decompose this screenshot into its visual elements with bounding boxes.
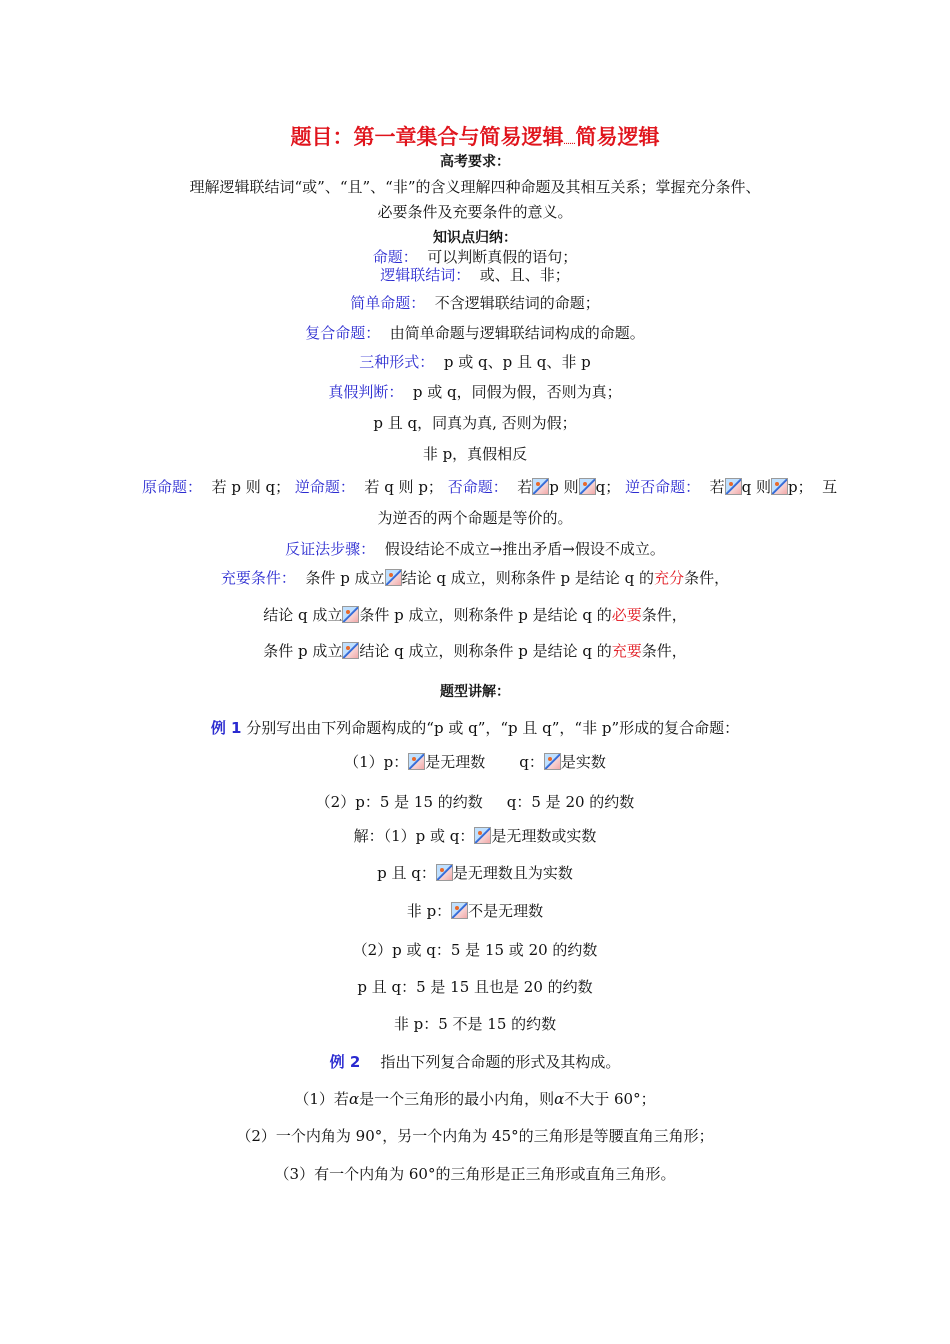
ex1-sol-or-a: 解：（1）p 或 q：	[353, 827, 475, 845]
formula-image-icon	[725, 478, 742, 495]
condition-term: 充要条件：	[220, 569, 296, 587]
necessary-sufficient-keyword: 充要	[611, 642, 642, 660]
condition-3-a: 条件 p 成立	[263, 642, 343, 660]
formula-image-icon	[474, 827, 491, 844]
ex1-sol-and-a: p 且 q：	[377, 864, 436, 882]
title-main: 题目：第一章集合与简易逻辑	[290, 125, 564, 149]
ex1-q1-q: q：	[519, 753, 544, 771]
ex1-q1-q-text: 是实数	[560, 753, 606, 771]
inverse-if: 若	[517, 478, 533, 496]
connective-term: 逻辑联结词：	[380, 266, 471, 284]
condition-2-b: 条件 p 成立，则称条件 p 是结论 q 的	[359, 606, 612, 624]
example-1-question-2	[0, 792, 950, 812]
requirements-line-2: 必要条件及充要条件的意义。	[377, 203, 573, 221]
example-1-solution-2-not: 非 p：5 不是 15 的约数	[393, 1015, 557, 1033]
requirements-line-1: 理解逻辑联结词“或”、“且”、“非”的含义理解四种命题及其相互关系；掌握充分条件、	[189, 178, 761, 196]
proposition-text: 可以判断真假的语句；	[427, 248, 578, 266]
formula-image-icon	[408, 753, 425, 770]
ex1-sol-and-b: 是无理数且为实数	[452, 864, 573, 882]
four-tail: 互	[822, 478, 838, 496]
ex2-q1-b: 是一个三角形的最小内角，则	[359, 1090, 555, 1108]
original-text: 若 p 则 q；	[211, 478, 291, 496]
four-propositions-line	[142, 477, 837, 497]
connective-line	[0, 265, 950, 285]
ex1-sol-not-b: 不是无理数	[468, 902, 544, 920]
example-2-label: 例 2	[329, 1053, 361, 1071]
ex1-sol-or-b: 是无理数或实数	[491, 827, 597, 845]
ex1-q2-q: q：5 是 20 的约数	[506, 793, 635, 811]
simple-line	[0, 293, 950, 313]
compound-term: 复合命题：	[305, 324, 381, 342]
contrapositive-end: p；	[788, 478, 813, 496]
example-1-text: 分别写出由下列命题构成的“p 或 q”，“p 且 q”，“非 p”形成的复合命题：	[246, 719, 740, 737]
example-2-question-3: （3）有一个内角为 60°的三角形是正三角形或直角三角形。	[274, 1165, 676, 1183]
inverse-end: q；	[595, 478, 621, 496]
sufficient-keyword: 充分	[654, 569, 685, 587]
knowledge-heading: 知识点归纳：	[433, 230, 517, 246]
example-2-text: 指出下列复合命题的形式及其构成。	[380, 1053, 621, 1071]
ex2-q1-c: 不大于 60°；	[564, 1090, 656, 1108]
condition-1-b: 结论 q 成立，则称条件 p 是结论 q 的	[401, 569, 655, 587]
truth-line-3: 非 p，真假相反	[422, 445, 528, 463]
truth-line-2: p 且 q，同真为真, 否则为假；	[373, 414, 577, 432]
arrow-image-icon	[385, 569, 402, 586]
example-2-prompt	[0, 1052, 950, 1072]
formula-image-icon	[436, 864, 453, 881]
example-1-solution-not	[0, 901, 950, 921]
ex1-sol-not-a: 非 p：	[406, 902, 452, 920]
proposition-line	[0, 247, 950, 267]
alpha-symbol: α	[348, 1090, 360, 1108]
example-1-question-1	[0, 752, 950, 772]
condition-line-2	[0, 605, 950, 625]
compound-line	[0, 323, 950, 343]
forms-term: 三种形式：	[359, 353, 435, 371]
truth-line-1	[0, 382, 950, 402]
contradiction-term: 反证法步骤：	[285, 540, 376, 558]
example-1-solution-2-and: p 且 q：5 是 15 且也是 20 的约数	[357, 978, 593, 996]
condition-1-c: 条件，	[684, 569, 730, 587]
contrapositive-if: 若	[709, 478, 725, 496]
alpha-symbol: α	[554, 1090, 565, 1108]
condition-2-a: 结论 q 成立	[263, 606, 343, 624]
condition-2-c: 条件，	[641, 606, 687, 624]
ex1-q2-p: p：5 是 15 的约数	[355, 793, 483, 811]
example-1-solution-2-or: （2）p 或 q：5 是 15 或 20 的约数	[352, 941, 598, 959]
truth-text-1: p 或 q，同假为假，否则为真；	[412, 383, 622, 401]
condition-1-a: 条件 p 成立	[305, 569, 385, 587]
original-term: 原命题：	[142, 478, 203, 496]
example-1-prompt	[0, 718, 950, 738]
formula-image-icon	[544, 753, 561, 770]
ex1-q1-p-text: 是无理数	[425, 753, 486, 771]
example-2-question-1	[0, 1089, 950, 1109]
formula-image-icon	[771, 478, 788, 495]
requirements-heading: 高考要求：	[440, 154, 510, 170]
formula-image-icon	[451, 902, 468, 919]
example-1-solution-and	[0, 863, 950, 883]
ex1-q1-num: （1）	[344, 753, 384, 771]
simple-term: 简单命题：	[350, 294, 426, 312]
condition-line-1	[0, 568, 950, 588]
forms-text: p 或 q、p 且 q、非 p	[443, 353, 591, 371]
examples-heading: 题型讲解：	[440, 684, 510, 700]
title-separator: ……	[563, 139, 576, 146]
simple-text: 不含逻辑联结词的命题；	[434, 294, 600, 312]
connective-text: 或、且、非；	[479, 266, 570, 284]
formula-image-icon	[532, 478, 549, 495]
condition-line-3	[0, 641, 950, 661]
arrow-image-icon	[342, 642, 359, 659]
inverse-term: 否命题：	[447, 478, 508, 496]
compound-text: 由简单命题与逻辑联结词构成的命题。	[389, 324, 645, 342]
contrapositive-then: q 则	[741, 478, 772, 496]
example-1-label: 例 1	[210, 719, 242, 737]
converse-term: 逆命题：	[294, 478, 355, 496]
example-2-question-2: （2）一个内角为 90°，另一个内角为 45°的三角形是等腰直角三角形；	[236, 1127, 714, 1145]
inverse-then: p 则	[549, 478, 579, 496]
necessary-keyword: 必要	[611, 606, 642, 624]
truth-term: 真假判断：	[328, 383, 404, 401]
four-propositions-line-2: 为逆否的两个命题是等价的。	[377, 509, 573, 527]
forms-line	[0, 352, 950, 372]
converse-text: 若 q 则 p；	[364, 478, 443, 496]
example-1-solution-or	[0, 826, 950, 846]
title-sub: 简易逻辑	[575, 125, 660, 149]
ex2-q1-a: （1）若	[294, 1090, 349, 1108]
arrow-image-icon	[342, 606, 359, 623]
ex1-q1-p: p：	[383, 753, 409, 771]
condition-3-c: 条件，	[641, 642, 687, 660]
contradiction-text: 假设结论不成立→推出矛盾→假设不成立。	[384, 540, 665, 558]
contrapositive-term: 逆否命题：	[625, 478, 701, 496]
ex1-q2-num: （2）	[315, 793, 356, 811]
proposition-term: 命题：	[372, 248, 418, 266]
contradiction-line	[0, 539, 950, 559]
condition-3-b: 结论 q 成立，则称条件 p 是结论 q 的	[359, 642, 612, 660]
formula-image-icon	[579, 478, 596, 495]
